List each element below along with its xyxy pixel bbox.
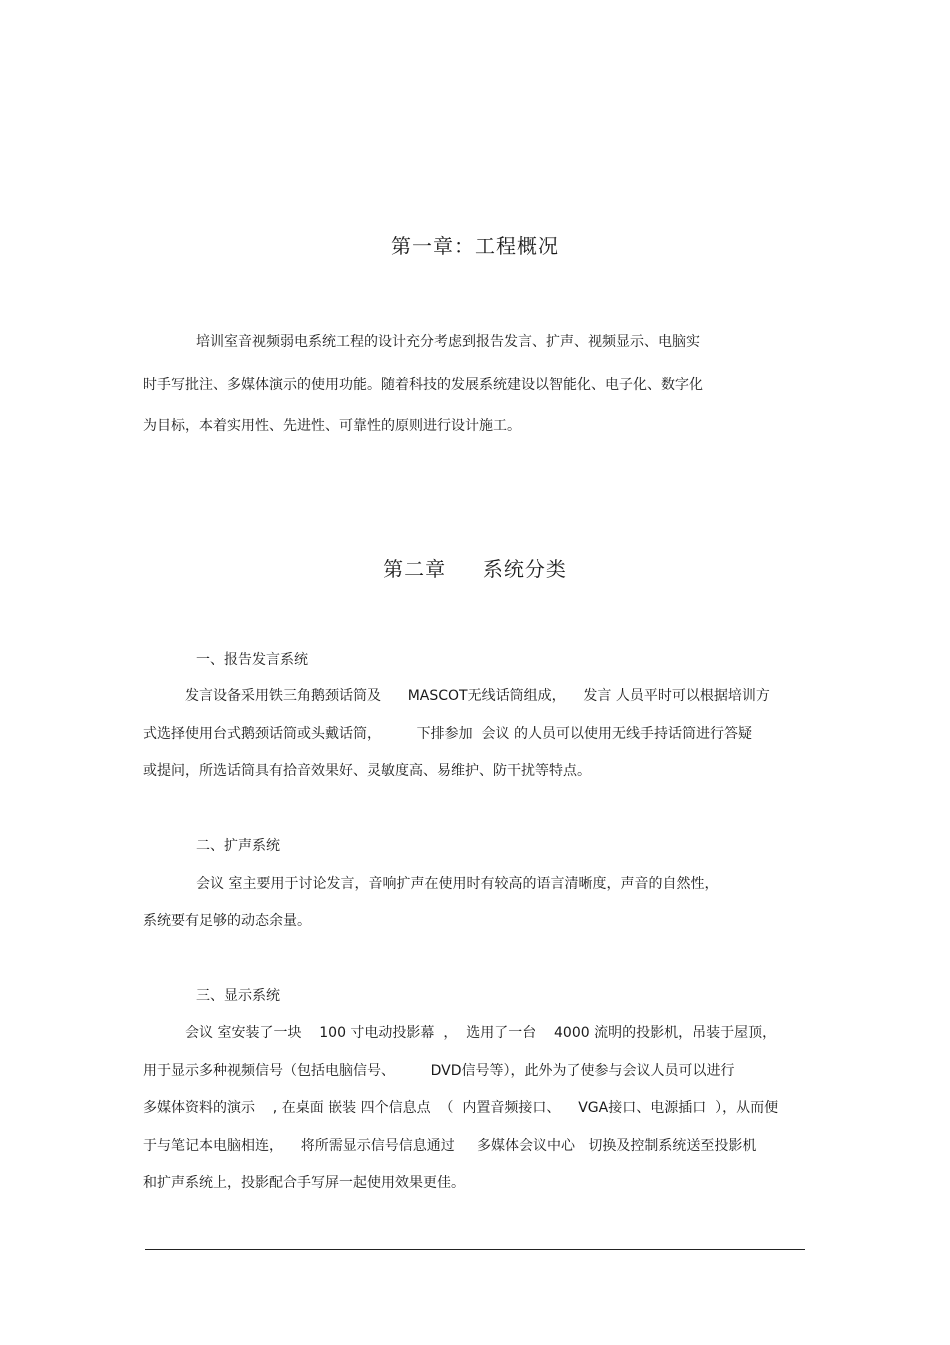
section-2-heading: 二、扩声系统 <box>196 838 280 854</box>
section-1-line: 式选择使用台式鹅颈话筒或头戴话筒， 下排参加 会议 的人员可以使用无线手持话筒进行答疑 <box>143 726 752 742</box>
chapter-2-title: 第二章 系统分类 <box>383 557 567 581</box>
section-1-line: 发言设备采用铁三角鹅颈话筒及 MASCOT无线话筒组成， 发言 人员平时可以根据培训方 <box>185 688 770 704</box>
section-1-line: 或提问，所选话筒具有拾音效果好、灵敏度高、易维护、防干扰等特点。 <box>143 763 591 779</box>
section-1-heading: 一、报告发言系统 <box>196 652 308 668</box>
section-3-line: 用于显示多种视频信号（包括电脑信号、 DVD信号等），此外为了使参与会议人员可以进行 <box>143 1063 735 1079</box>
chapter-1-title: 第一章：工程概况 <box>391 234 559 258</box>
section-3-line: 于与笔记本电脑相连， 将所需显示信号信息通过 多媒体会议中心 切换及控制系统送至投影机 <box>143 1138 757 1154</box>
chapter-1-paragraph-line: 时手写批注、多媒体演示的使用功能。随着科技的发展系统建设以智能化、电子化、数字化 <box>143 377 703 393</box>
section-2-line: 系统要有足够的动态余量。 <box>143 913 311 929</box>
chapter-1-paragraph-line: 为目标，本着实用性、先进性、可靠性的原则进行设计施工。 <box>143 418 521 434</box>
footer-divider <box>145 1249 805 1250</box>
chapter-1-paragraph-line: 培训室音视频弱电系统工程的设计充分考虑到报告发言、扩声、视频显示、电脑实 <box>196 334 700 350</box>
section-3-heading: 三、显示系统 <box>196 988 280 1004</box>
section-3-line: 和扩声系统上，投影配合手写屏一起使用效果更佳。 <box>143 1175 465 1191</box>
section-3-line: 会议 室安装了一块 100 寸电动投影幕 ， 选用了一台 4000 流明的投影机，吊装于屋顶， <box>185 1025 777 1041</box>
section-2-line: 会议 室主要用于讨论发言，音响扩声在使用时有较高的语言清晰度，声音的自然性， <box>196 876 719 892</box>
section-3-line: 多媒体资料的演示 , 在桌面 嵌装 四个信息点 （ 内置音频接口、 VGA接口、电源插口 ），从而便 <box>143 1100 779 1116</box>
